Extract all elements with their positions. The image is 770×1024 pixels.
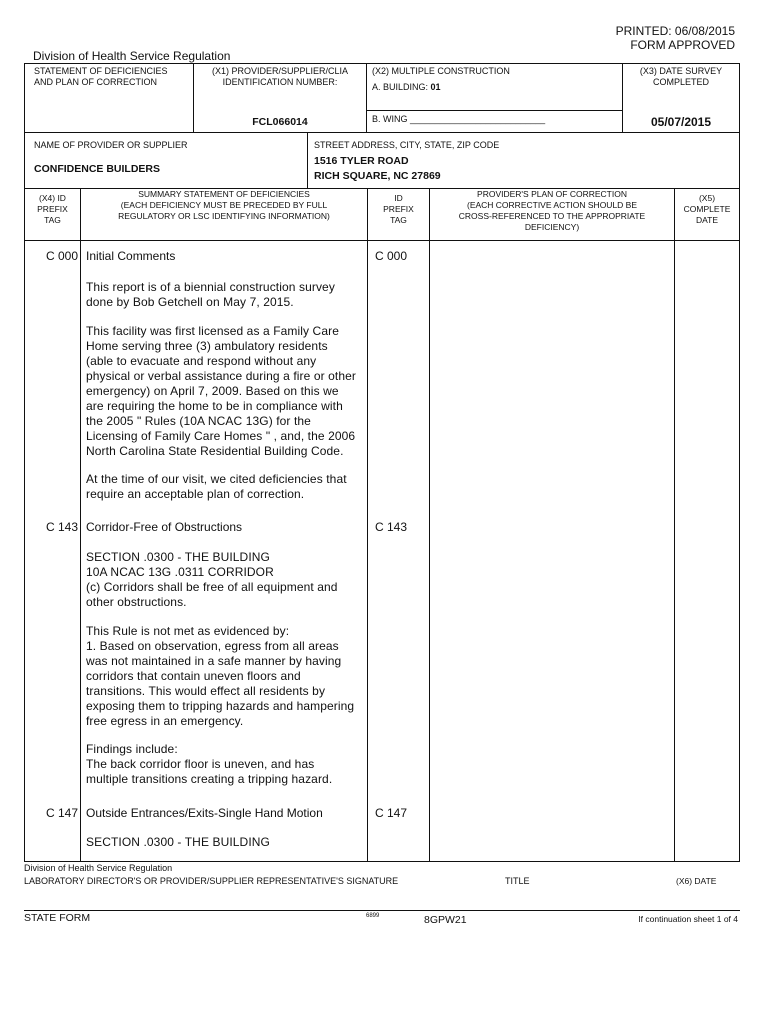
entry-paragraph: Findings include: The back corridor floor is uneven, and has multiple transitions creating a tripping hazard. bbox=[86, 742, 333, 786]
provider-name-label: NAME OF PROVIDER OR SUPPLIER bbox=[34, 140, 188, 150]
entry-paragraph: This report is of a biennial construction survey done by Bob Getchell on May 7, 2015. bbox=[86, 280, 335, 309]
entry-tag: C 147 bbox=[45, 806, 78, 820]
provider-id-number: FCL066014 bbox=[252, 116, 308, 128]
col-summary-header: SUMMARY STATEMENT OF DEFICIENCIES (EACH DEFICIENCY MUST BE PRECEDED BY FULL REGULATORY OR LSC IDENTIFYING INFORMATION) bbox=[118, 189, 330, 221]
entry-tag: C 143 bbox=[45, 520, 78, 534]
entry-paragraph: SECTION .0300 - THE BUILDING 10A NCAC 13G .0311 CORRIDOR (c) Corridors shall be free of all equipment and other obstructions. bbox=[86, 550, 338, 609]
state-form-label: STATE FORM bbox=[24, 912, 91, 924]
form-approved: FORM APPROVED bbox=[630, 38, 735, 52]
survey-date: 05/07/2015 bbox=[650, 115, 712, 129]
wing-field: B. WING ___________________________ bbox=[372, 114, 546, 124]
entry-id-tag: C 143 bbox=[375, 520, 408, 534]
x2-label: (X2) MULTIPLE CONSTRUCTION bbox=[372, 66, 510, 76]
x1-label: (X1) PROVIDER/SUPPLIER/CLIA IDENTIFICATION NUMBER: bbox=[211, 66, 349, 87]
address-street: 1516 TYLER ROAD bbox=[314, 155, 409, 167]
continuation-sheet: If continuation sheet 1 of 4 bbox=[638, 914, 738, 924]
col-x4-header: (X4) ID PREFIX TAG bbox=[37, 193, 68, 225]
form-number: 6899 bbox=[366, 913, 380, 919]
entry-title: Corridor-Free of Obstructions bbox=[86, 520, 243, 534]
title-label: TITLE bbox=[505, 876, 530, 886]
entry-title: Initial Comments bbox=[86, 249, 176, 263]
statement-label: STATEMENT OF DEFICIENCIES AND PLAN OF CORRECTION bbox=[34, 66, 168, 87]
entry-paragraph: This facility was first licensed as a Family Care Home serving three (3) ambulatory residents (able to evacuate and respond without any physical or verbal assistance during a fire or other emergency) on April 7, 2009. Based on this we are requiring the home to be in compliance with the 2005 " Rules (10A NCAC 13G) for the Licensing of Family Care Homes " , and, the 2006 North Carolina State Residential Building Code. bbox=[86, 324, 356, 458]
entry-paragraph: This Rule is not met as evidenced by: 1. Based on observation, egress from all areas was not maintained in a safe manner by having corridors that contain uneven floors and transitions. This would effect all residents by exposing them to tripping hazards and hampering free egress in an emergency. bbox=[86, 624, 355, 728]
building-field bbox=[372, 82, 441, 93]
agency-title: Division of Health Service Regulation bbox=[33, 49, 231, 63]
col-x5-header: (X5) COMPLETE DATE bbox=[683, 193, 731, 225]
printed-date: PRINTED: 06/08/2015 bbox=[615, 24, 735, 38]
entry-id-tag: C 147 bbox=[375, 806, 408, 820]
x3-label: (X3) DATE SURVEY COMPLETED bbox=[639, 66, 723, 87]
building-value: 01 bbox=[430, 82, 441, 92]
footer-agency: Division of Health Service Regulation bbox=[24, 863, 173, 873]
address-city: RICH SQUARE, NC 27869 bbox=[314, 170, 441, 182]
entry-paragraph: At the time of our visit, we cited deficiencies that require an acceptable plan of correction. bbox=[86, 472, 347, 501]
provider-name: CONFIDENCE BUILDERS bbox=[34, 163, 161, 175]
signature-label: LABORATORY DIRECTOR'S OR PROVIDER/SUPPLIER REPRESENTATIVE'S SIGNATURE bbox=[24, 876, 399, 886]
building-label: A. BUILDING: bbox=[372, 82, 429, 92]
col-id-header: ID PREFIX TAG bbox=[383, 193, 414, 225]
address-label: STREET ADDRESS, CITY, STATE, ZIP CODE bbox=[314, 140, 500, 150]
entry-id-tag: C 000 bbox=[375, 249, 408, 263]
entry-tag: C 000 bbox=[45, 249, 78, 263]
entry-paragraph: SECTION .0300 - THE BUILDING bbox=[86, 835, 270, 849]
col-plan-header: PROVIDER'S PLAN OF CORRECTION (EACH CORRECTIVE ACTION SHOULD BE CROSS-REFERENCED TO THE APPROPRIATE DEFICIENCY) bbox=[458, 189, 646, 232]
x6-date-label: (X6) DATE bbox=[676, 876, 717, 886]
entry-title: Outside Entrances/Exits-Single Hand Motion bbox=[86, 806, 323, 820]
form-code: 8GPW21 bbox=[424, 914, 467, 926]
